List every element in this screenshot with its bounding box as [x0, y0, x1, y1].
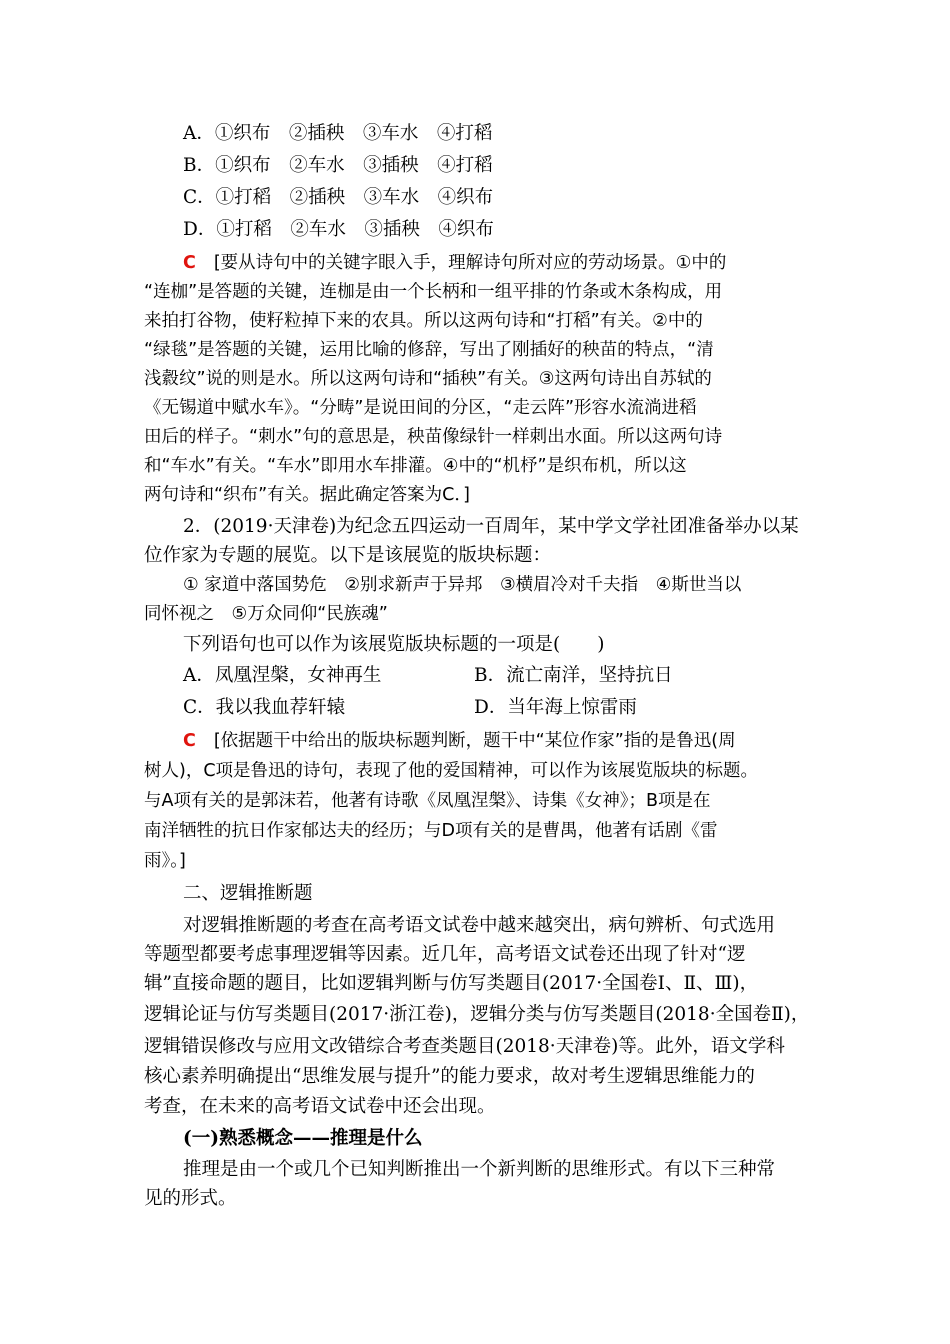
q2-titles-line: 同怀视之 ⑤万众同仰“民族魂”: [144, 604, 388, 624]
section-paragraph-line: 核心素养明确提出“思维发展与提升”的能力要求，故对考生逻辑思维能力的: [144, 1066, 755, 1087]
q1-answer-line: [183, 248, 726, 278]
q2-question: 下列语句也可以作为该展览版块标题的一项是( ): [183, 634, 605, 655]
subsection-heading: (一)熟悉概念——推理是什么: [183, 1128, 423, 1149]
q1-explanation-line: 《无锡道中赋水车》。“分畴”是说田间的分区，“走云阵”形容水流淌进稻: [144, 398, 697, 418]
q2-titles-line: ① 家道中落国势危 ②别求新声于异邦 ③横眉冷对千夫指 ④斯世当以: [183, 575, 742, 595]
q1-explanation-line: “绿毯”是答题的关键，运用比喻的修辞，写出了刚插好的秧苗的特点，“清: [144, 340, 714, 360]
section-heading: 二、逻辑推断题: [183, 883, 313, 904]
section-paragraph-line: 逻辑论证与仿写类题目(2017·浙江卷)，逻辑分类与仿写类题目(2018·全国卷Ⅱ)，: [144, 1004, 810, 1025]
q2-option-a: A．凤凰涅槃，女神再生: [183, 665, 382, 686]
q1-explanation-line: [要从诗句中的关键字眼入手，理解诗句所对应的劳动场景。①中的: [213, 253, 727, 273]
q1-option-d: D．①打稻 ②车水 ③插秧 ④织布: [183, 219, 494, 240]
q2-stem-line: 位作家为专题的展览。以下是该展览的版块标题：: [144, 545, 552, 566]
q1-answer-letter: C: [183, 253, 196, 273]
q2-explanation-line: 雨》。]: [144, 851, 186, 871]
q2-option-d: D．当年海上惊雷雨: [474, 697, 637, 718]
definition-line: 推理是由一个或几个已知判断推出一个新判断的思维形式。有以下三种常: [183, 1159, 776, 1180]
q2-explanation-line: 树人)，C项是鲁迅的诗句，表现了他的爱国精神，可以作为该展览版块的标题。: [144, 761, 759, 781]
q1-explanation-line: 两句诗和“织布”有关。据此确定答案为C．]: [144, 485, 470, 505]
q1-option-b: B．①织布 ②车水 ③插秧 ④打稻: [183, 155, 493, 176]
section-paragraph-line: 辑”直接命题的题目，比如逻辑判断与仿写类题目(2017·全国卷Ⅰ、Ⅱ、Ⅲ)，: [144, 973, 759, 994]
q1-explanation-line: 浅縠纹”说的则是水。所以这两句诗和“插秧”有关。③这两句诗出自苏轼的: [144, 369, 712, 389]
q2-explanation-line: 与A项有关的是郭沫若，他著有诗歌《凤凰涅槃》、诗集《女神》；B项是在: [144, 791, 711, 811]
q2-explanation-line: [依据题干中给出的版块标题判断，题干中“某位作家”指的是鲁迅(周: [213, 731, 736, 751]
section-paragraph-line: 等题型都要考虑事理逻辑等因素。近几年，高考语文试卷还出现了针对“逻: [144, 944, 746, 965]
q2-explanation-line: 南洋牺牲的抗日作家郁达夫的经历；与D项有关的是曹禺，他著有话剧《雷: [144, 821, 718, 841]
q1-explanation-line: 和“车水”有关。“车水”即用水车排灌。④中的“机杼”是织布机，所以这: [144, 456, 687, 476]
section-paragraph-line: 考查，在未来的高考语文试卷中还会出现。: [144, 1096, 496, 1117]
q1-explanation-line: “连枷”是答题的关键，连枷是由一个长柄和一组平排的竹条或木条构成，用: [144, 282, 723, 302]
section-paragraph-line: 对逻辑推断题的考查在高考语文试卷中越来越突出，病句辨析、句式选用: [183, 915, 776, 936]
q1-option-c: C．①打稻 ②插秧 ③车水 ④织布: [183, 187, 494, 208]
section-paragraph-line: 逻辑错误修改与应用文改错综合考查类题目(2018·天津卷)等。此外，语文学科: [144, 1036, 785, 1057]
q2-option-c: C．我以我血荐轩辕: [183, 697, 346, 718]
q1-explanation-line: 来拍打谷物，使籽粒掉下来的农具。所以这两句诗和“打稻”有关。②中的: [144, 311, 703, 331]
q2-answer-letter: C: [183, 731, 196, 751]
q2-option-b: B．流亡南洋，坚持抗日: [474, 665, 673, 686]
q1-explanation-line: 田后的样子。“刺水”句的意思是，秧苗像绿针一样刺出水面。所以这两句诗: [144, 427, 723, 447]
q2-stem-line: 2．(2019·天津卷)为纪念五四运动一百周年，某中学文学社团准备举办以某: [183, 516, 799, 537]
q2-answer-line: [183, 726, 736, 756]
q1-option-a: A．①织布 ②插秧 ③车水 ④打稻: [183, 123, 493, 144]
definition-line: 见的形式。: [144, 1188, 237, 1209]
